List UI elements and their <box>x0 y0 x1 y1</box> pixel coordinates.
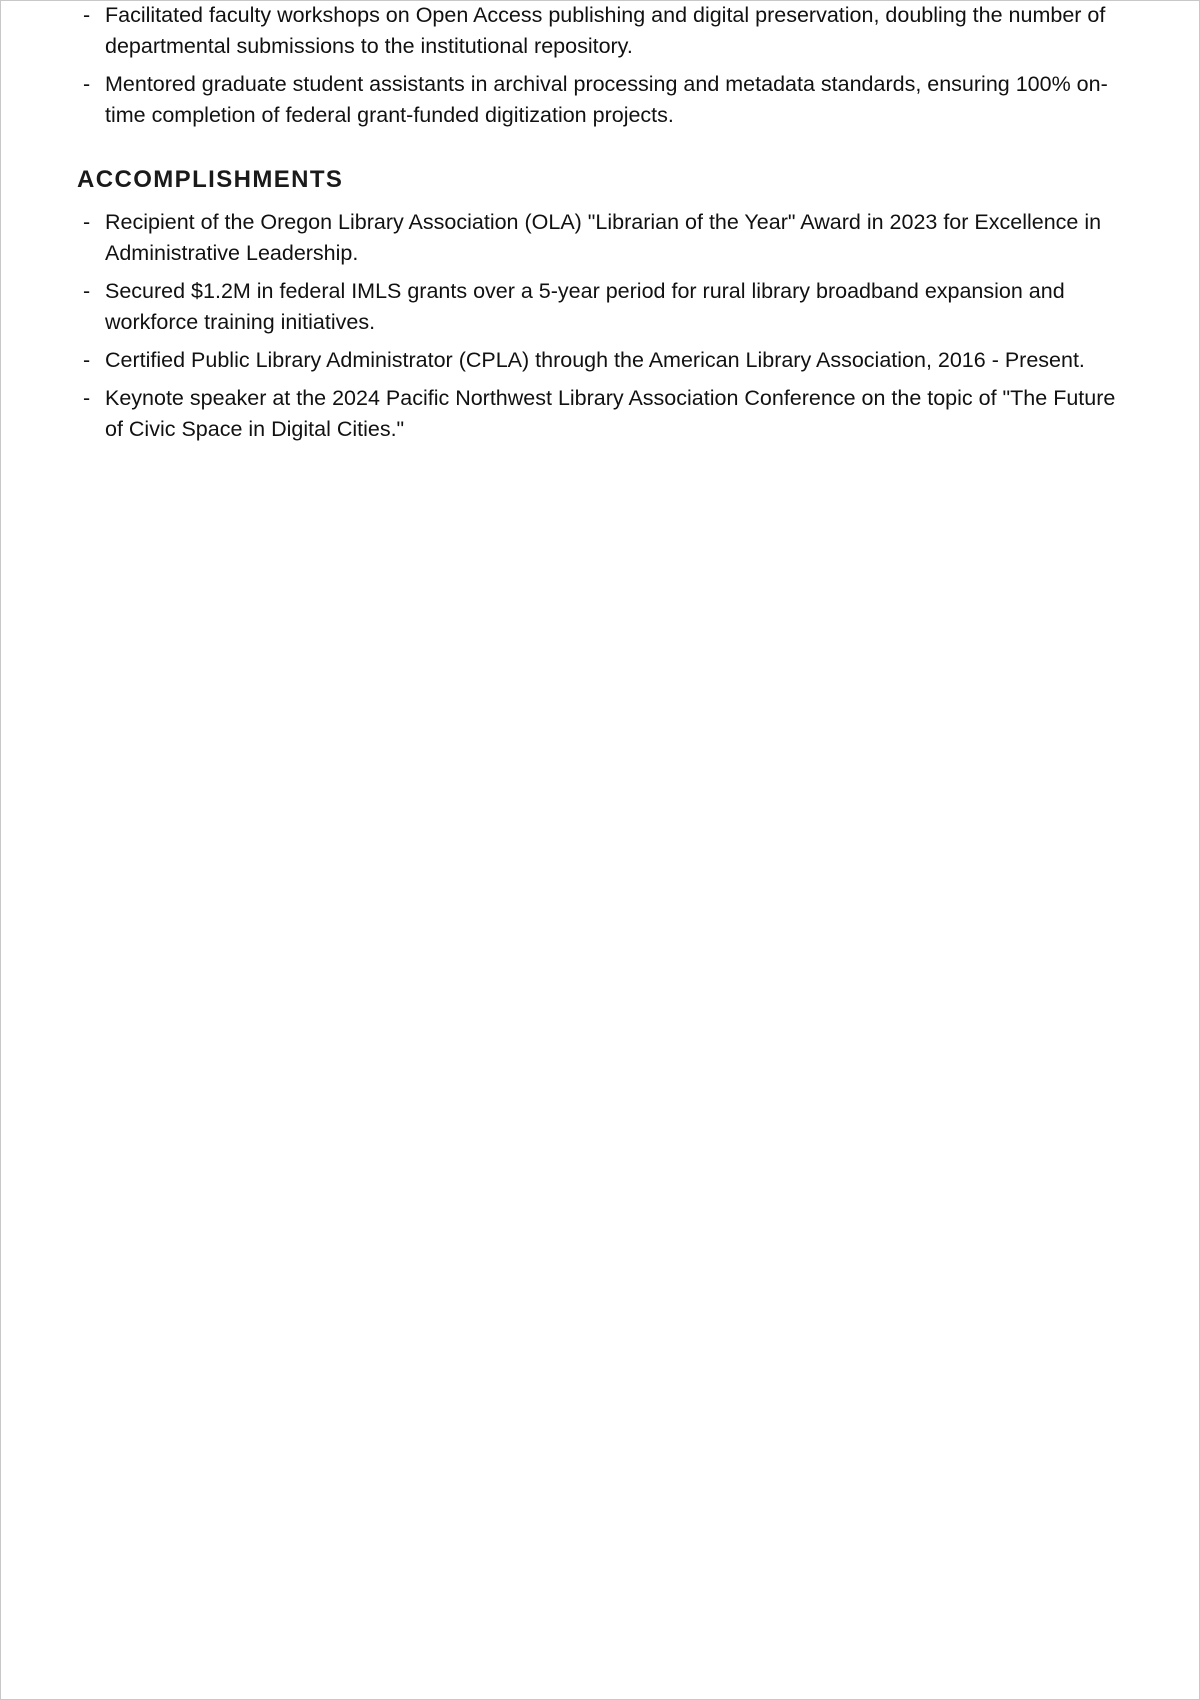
experience-bullet-list <box>77 0 1127 131</box>
bullet-dash: - <box>83 386 91 410</box>
list-item <box>77 383 1127 445</box>
list-item <box>77 207 1127 269</box>
accomplishments-bullet-list <box>77 207 1127 445</box>
section-title-accomplishments: ACCOMPLISHMENTS <box>77 166 344 193</box>
bullet-text: Facilitated faculty workshops on Open Access publishing and digital preservation, doubling the number of departmental submissions to the institutional repository. <box>105 3 1106 58</box>
list-item <box>77 345 1127 376</box>
list-item <box>77 69 1127 131</box>
accomplishments-section <box>77 165 1127 445</box>
bullet-dash: - <box>83 279 91 303</box>
bullet-dash: - <box>83 72 91 96</box>
experience-continued-section <box>77 0 1127 131</box>
bullet-text: Certified Public Library Administrator (CPLA) through the American Library Association, 2016 - Present. <box>105 348 1085 372</box>
bullet-dash: - <box>83 210 91 234</box>
bullet-text: Recipient of the Oregon Library Association (OLA) "Librarian of the Year" Award in 2023 for Excellence in Administrative Leadership. <box>105 210 1102 265</box>
bullet-text: Keynote speaker at the 2024 Pacific Northwest Library Association Conference on the topic of "The Future of Civic Space in Digital Cities." <box>105 386 1116 441</box>
page-content <box>77 1 1127 452</box>
bullet-text: Mentored graduate student assistants in archival processing and metadata standards, ensuring 100% on-time completion of federal grant-funded digitization projects. <box>105 72 1108 127</box>
list-item <box>77 0 1127 62</box>
bullet-text: Secured $1.2M in federal IMLS grants over a 5-year period for rural library broadband expansion and workforce training initiatives. <box>105 279 1065 334</box>
bullet-dash: - <box>83 3 91 27</box>
list-item <box>77 276 1127 338</box>
bullet-dash: - <box>83 348 91 372</box>
